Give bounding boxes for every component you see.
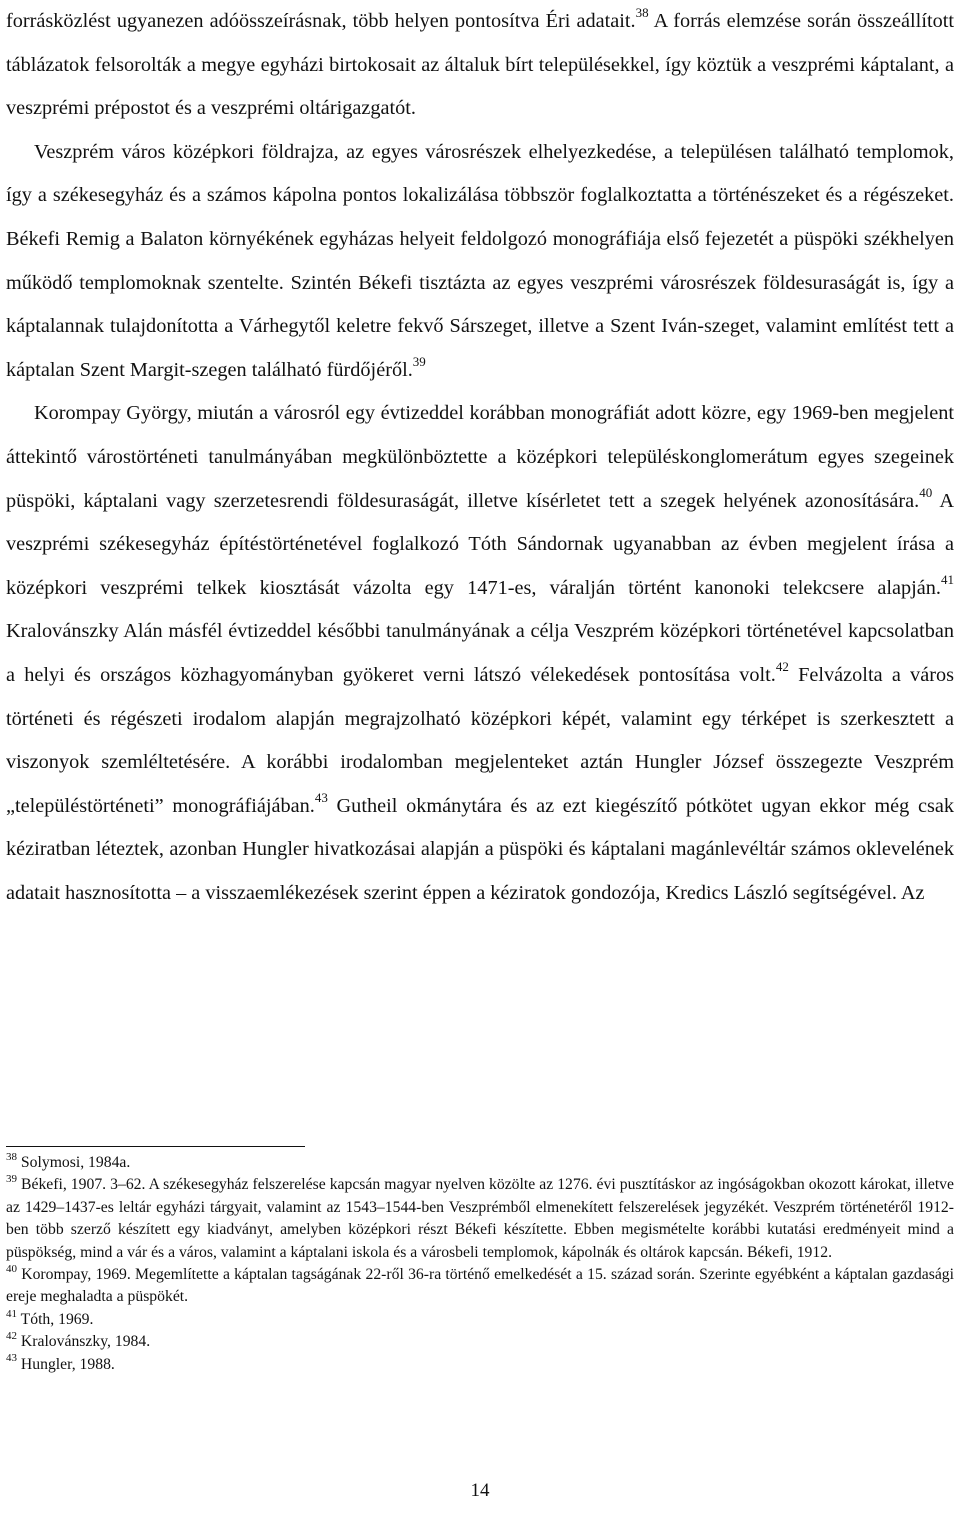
paragraph-2 [6,131,954,393]
footnote-text: Békefi, 1907. 3–62. A székesegyház felszerelése kapcsán magyar nyelven közölte az 1276. évi pusztításkor az ingóságokban okozott károkat, illetve az 1429–1437-es leltár egyházi tárgyait, valamint az 1543–1544-ben Veszprémből elmenekített felszerelések jegyzékét. Veszprém történetéről 1912-ben több szerző készített egy kiadványt, amelyben középkori részt Békefi készítette. Ebben megismételte korábbi kutatási eredményeit mind a püspökség, mind a vár és a város, valamint a káptalani iskola és a városbeli templomok, kápolnák és oltárok kapcsán. Békefi, 1912. [6,1176,954,1261]
footnote-ref[interactable]: 42 [775,659,789,675]
paragraph-1 [6,0,954,131]
text-run: Kralovánszky Alán másfél évtizeddel későbbi tanulmányának a célja Veszprém középkori történetével kapcsolatban a helyi és országos közhagyományban gyökeret verni látszó vélekedések pontosítása volt. [6,620,954,686]
footnote-number: 38 [6,1150,17,1163]
footnote-text: Tóth, 1969. [17,1310,94,1328]
footnote-39 [6,1174,954,1264]
footnote-text: Kralovánszky, 1984. [17,1333,151,1351]
footnote-number: 40 [6,1262,17,1275]
footnote-40 [6,1264,954,1309]
footnote-ref[interactable]: 38 [635,5,649,21]
text-run: Felvázolta a város történeti és régészeti irodalom alapján megrajzolható középkori képét, valamint egy térképet is szerkesztett a viszonyok szemléltetésére. A korábbi irodalomban megjelenteket aztán Hungler József összegezte Veszprém „településtörténeti” monográfiájában. [6,663,954,817]
page-number: 14 [470,1480,490,1501]
text-run: Korompay György, miután a városról egy évtizeddel korábban monográfiát adott közre, egy 1969-ben megjelent áttekintő várostörténeti tanulmányában megkülönböztette a középkori településkonglomerátum egyes szegeinek püspöki, káptalani vagy szerzetesrendi földesuraságát, illetve kísérletet tett a szegek helyének azonosítására. [6,402,954,512]
footnote-separator [6,1146,305,1147]
footnote-number: 42 [6,1330,17,1343]
text-run: A veszprémi székesegyház építéstörténetével foglalkozó Tóth Sándornak ugyanabban az évben megjelent írása a középkori veszprémi telkek kiosztását vázolta egy 1471-es, váralján történt kanonoki telekcsere alapján. [6,489,954,599]
footnotes [6,1152,954,1376]
footnote-text: Korompay, 1969. Megemlítette a káptalan tagságának 22-ről 36-ra történő emelkedését a 15. század során. Szerinte egyébként a káptalan gazdasági ereje meghaladta a püspökét. [6,1266,954,1306]
footnote-ref[interactable]: 39 [412,353,426,369]
footnote-ref[interactable]: 43 [314,789,328,805]
footnote-number: 43 [6,1352,17,1365]
footnote-43 [6,1354,954,1376]
footnote-number: 41 [6,1307,17,1320]
text-run: Veszprém város középkori földrajza, az egyes városrészek elhelyezkedése, a településen található templomok, így a székesegyház és a számos kápolna pontos lokalizálása többször foglalkoztatta a történészeket és a régészeket. Békefi Remig a Balaton környékének egyházas helyeit feldolgozó monográfiája első fejezetét a püspöki székhelyen működő templomoknak szentelte. Szintén Békefi tisztázta az egyes veszprémi városrészek földesuraságát is, így a káptalannak tulajdonította a Várhegytől keletre fekvő Sárszeget, illetve a Szent Iván-szeget, valamint említést tett a káptalan Szent Margit-szegen található fürdőjéről. [6,140,954,381]
paragraph-3 [6,392,954,915]
footnote-ref[interactable]: 40 [919,484,933,500]
footnote-text: Solymosi, 1984a. [17,1154,131,1171]
text-run: A forrás elemzése során összeállított táblázatok felsorolták a megye egyházi birtokosait az általuk bírt településekkel, így köztük a veszprémi káptalant, a veszprémi prépostot és a veszprémi oltárigazgatót. [6,10,954,120]
footnote-42 [6,1331,954,1353]
footnote-38 [6,1152,954,1174]
text-run: Gutheil okmánytára és az ezt kiegészítő pótkötet ugyan ekkor még csak kéziratban léteztek, azonban Hungler hivatkozásai alapján a püspöki és káptalani magánlevéltár számos oklevelének adatait hasznosította – a visszaemlékezések szerint éppen a kéziratok gondozója, Kredics László segítségével. Az [6,794,954,904]
footnote-text: Hungler, 1988. [17,1355,115,1373]
main-text [6,0,954,915]
footnote-41 [6,1309,954,1331]
footnote-number: 39 [6,1173,17,1186]
footnote-ref[interactable]: 41 [941,571,954,587]
text-run: forrásközlést ugyanezen adóösszeírásnak, több helyen pontosítva Éri adatait. [6,10,636,32]
